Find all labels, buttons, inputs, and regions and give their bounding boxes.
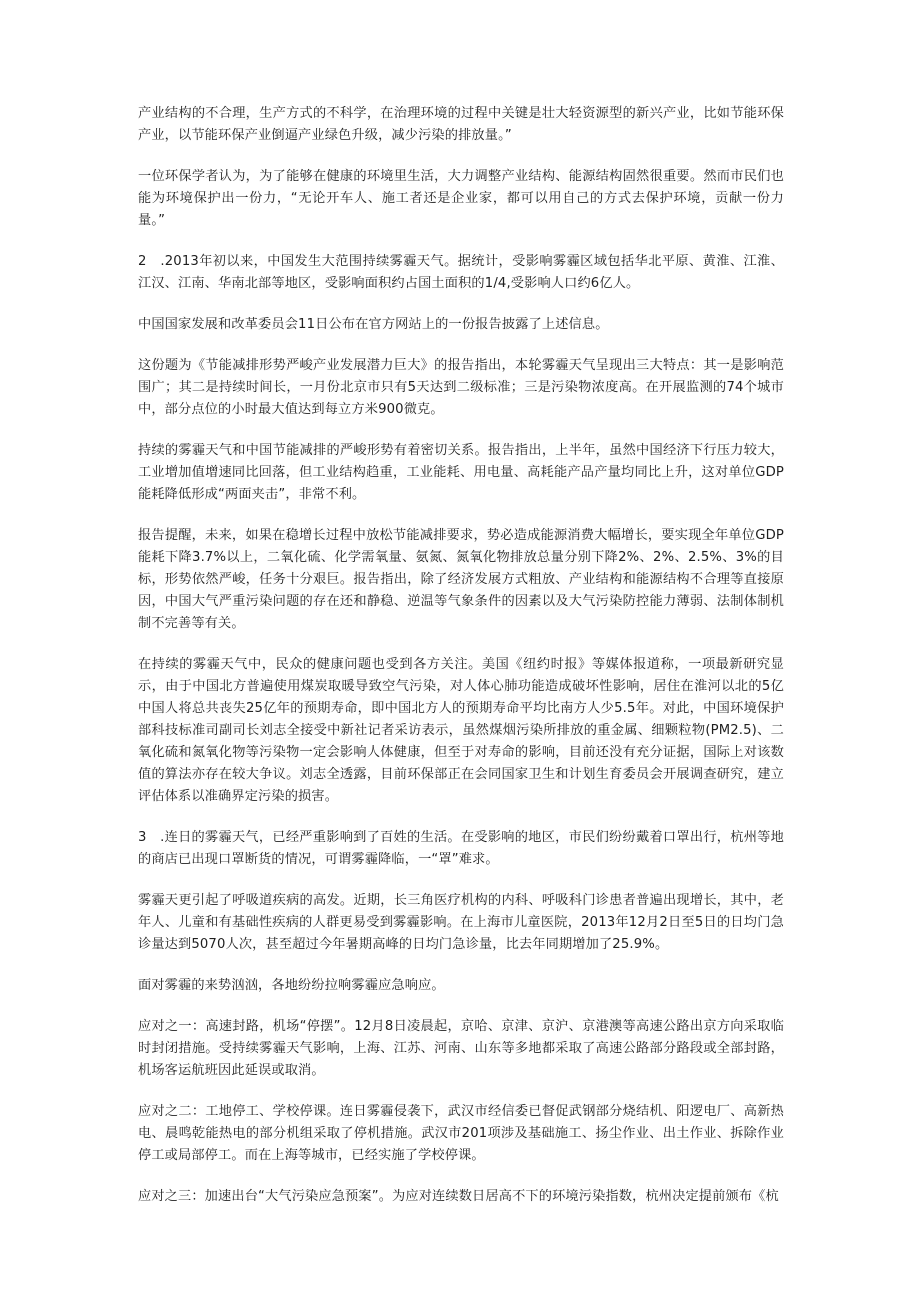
paragraph-energy-saving: 持续的雾霾天气和中国节能减排的严峻形势有着密切关系。报告指出，上半年，虽然中国经济下行压力较大，工业增加值增速同比回落，但工业结构趋重，工业能耗、用电量、高耗能产品产量均同比上升，这对单位GDP能耗降低形成“两面夹击”，非常不利。 <box>138 443 784 502</box>
paragraph-health-concerns: 在持续的雾霾天气中，民众的健康问题也受到各方关注。美国《纽约时报》等媒体报道称，一项最新研究显示，由于中国北方普遍使用煤炭取暖导致空气污染，对人体心肺功能造成破坏性影响，居住在淮河以北的5亿中国人将总共丧失25亿年的预期寿命，即中国北方人的预期寿命平均比南方人少5.5年。对此，中国环境保护部科技标准司副司长刘志全接受中新社记者采访表示，虽然煤烟污染所排放的重金属、细颗粒物(PM2.5)、二氧化硫和氮氧化物等污染物一定会影响人体健康，但至于对寿命的影响，目前还没有充分证据，国际上对该数值的算法亦存在较大争议。刘志全透露，目前环保部正在会同国家卫生和计划生育委员会开展调查研究，建立评估体系以准确界定污染的损害。 <box>138 657 784 804</box>
document-body <box>138 103 784 1227</box>
paragraph-environmental-scholar: 一位环保学者认为，为了能够在健康的环境里生活，大力调整产业结构、能源结构固然很重要。然而市民们也能为环境保护出一份力，“无论开车人、施工者还是企业家，都可以用自己的方式去保护环境，贡献一份力量。” <box>138 169 784 228</box>
paragraph-daily-life: 3 .连日的雾霾天气，已经严重影响到了百姓的生活。在受影响的地区，市民们纷纷戴着口罩出行，杭州等地的商店已出现口罩断货的情况，可谓雾霾降临，一“罩”难求。 <box>138 830 784 867</box>
paragraph-haze-2013: 2 .2013年初以来，中国发生大范围持续雾霾天气。据统计，受影响雾霾区域包括华北平原、黄淮、江淮、江汉、江南、华南北部等地区，受影响面积约占国土面积的1/4,受影响人口约6亿人。 <box>138 254 784 291</box>
paragraph-emergency-response: 面对雾霾的来势汹汹，各地纷纷拉响雾霾应急响应。 <box>138 978 445 993</box>
paragraph-response-three: 应对之三：加速出台“大气污染应急预案”。为应对连续数日居高不下的环境污染指数，杭州决定提前颁布《杭 <box>138 1189 779 1204</box>
paragraph-industry-structure: 产业结构的不合理，生产方式的不科学，在治理环境的过程中关键是壮大轻资源型的新兴产业，比如节能环保产业，以节能环保产业倒逼产业绿色升级，减少污染的排放量。” <box>138 106 784 143</box>
paragraph-report-warning: 报告提醒，未来，如果在稳增长过程中放松节能减排要求，势必造成能源消费大幅增长，要实现全年单位GDP能耗下降3.7%以上，二氧化硫、化学需氧量、氨氮、氮氧化物排放总量分别下降2%、2%、2.5%、3%的目标，形势依然严峻，任务十分艰巨。报告指出，除了经济发展方式粗放、产业结构和能源结构不合理等直接原因，中国大气严重污染问题的存在还和静稳、逆温等气象条件的因素以及大气污染防控能力薄弱、法制体制机制不完善等有关。 <box>138 528 784 631</box>
paragraph-response-two: 应对之二：工地停工、学校停课。连日雾霾侵袭下，武汉市经信委已督促武钢部分烧结机、阳逻电厂、高新热电、晨鸣乾能热电的部分机组采取了停机措施。武汉市201项涉及基础施工、扬尘作业、出土作业、拆除作业停工或局部停工。而在上海等城市，已经实施了学校停课。 <box>138 1104 784 1163</box>
paragraph-respiratory-disease: 雾霾天更引起了呼吸道疾病的高发。近期，长三角医疗机构的内科、呼吸科门诊患者普遍出现增长，其中，老年人、儿童和有基础性疾病的人群更易受到雾霾影响。在上海市儿童医院，2013年12月2日至5日的日均门急诊量达到5070人次，甚至超过今年暑期高峰的日均门急诊量，比去年同期增加了25.9%。 <box>138 893 784 952</box>
paragraph-ndrc-report: 中国国家发展和改革委员会11日公布在官方网站上的一份报告披露了上述信息。 <box>138 317 609 332</box>
paragraph-response-one: 应对之一：高速封路，机场“停摆”。12月8日凌晨起，京哈、京津、京沪、京港澳等高速公路出京方向采取临时封闭措施。受持续雾霾天气影响，上海、江苏、河南、山东等多地都采取了高速公路部分路段或全部封路，机场客运航班因此延误或取消。 <box>138 1019 784 1078</box>
paragraph-report-features: 这份题为《节能减排形势严峻产业发展潜力巨大》的报告指出，本轮雾霾天气呈现出三大特点：其一是影响范围广；其二是持续时间长，一月份北京市只有5天达到二级标准；三是污染物浓度高。在开展监测的74个城市中，部分点位的小时最大值达到每立方米900微克。 <box>138 358 784 417</box>
